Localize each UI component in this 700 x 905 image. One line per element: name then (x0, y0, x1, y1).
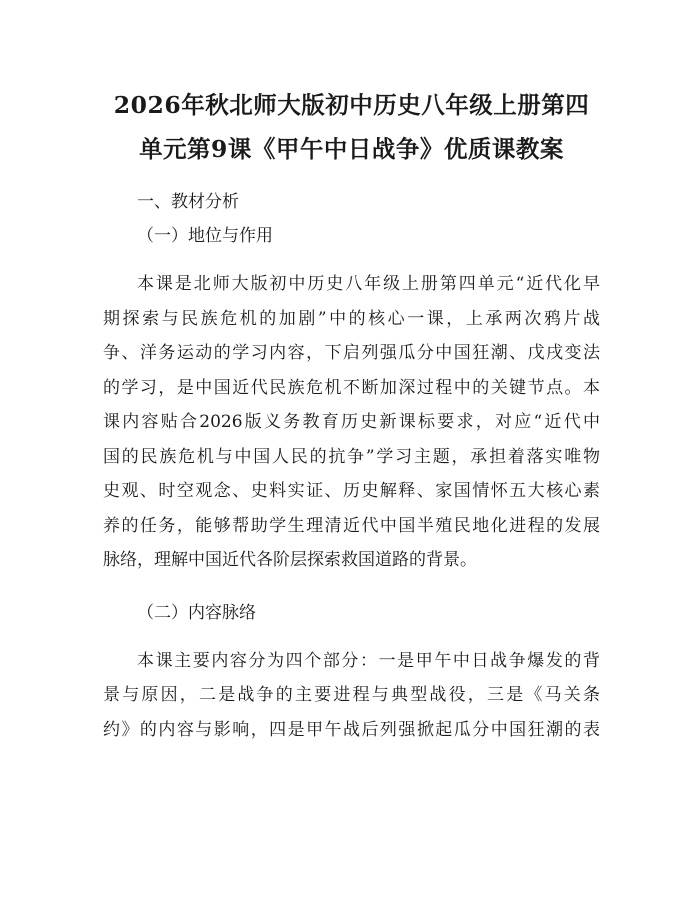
document-title (103, 83, 600, 171)
title-line-2: 单元第9课《甲午中日战争》优质课教案 (139, 135, 564, 163)
paragraph-line: 课内容贴合2026版义务教育历史新课标要求，对应“近代中 (103, 412, 600, 432)
paragraph-line: 史观、时空观念、史料实证、历史解释、家国情怀五大核心素 (103, 481, 600, 501)
section-heading-textbook-analysis: 一、教材分析 (137, 192, 239, 212)
paragraph-position-and-role (103, 267, 600, 578)
paragraph-line: 国的民族危机与中国人民的抗争”学习主题，承担着落实唯物 (103, 446, 600, 467)
paragraph-line: 争、洋务运动的学习内容，下启列强瓜分中国狂潮、戊戌变法 (103, 343, 600, 363)
subsection-heading-position-and-role: （一）地位与作用 (137, 226, 273, 246)
paragraph-line: 期探索与民族危机的加剧”中的核心一课，上承两次鸦片战 (103, 308, 600, 329)
paragraph-line: 本课是北师大版初中历史八年级上册第四单元“近代化早 (137, 274, 600, 294)
paragraph-line: 脉络，理解中国近代各阶层探索救国道路的背景。 (103, 550, 477, 570)
paragraph-content-outline (103, 644, 600, 748)
subsection-heading-content-outline: （二）内容脉络 (137, 602, 256, 623)
paragraph-line: 养的任务，能够帮助学生理清近代中国半殖民地化进程的发展 (103, 515, 600, 536)
paragraph-line: 的学习，是中国近代民族危机不断加深过程中的关键节点。本 (103, 377, 600, 398)
title-line-1: 2026年秋北师大版初中历史八年级上册第四 (113, 91, 590, 119)
paragraph-line: 本课主要内容分为四个部分：一是甲午中日战争爆发的背 (137, 650, 600, 671)
paragraph-line: 景与原因，二是战争的主要进程与典型战役，三是《马关条 (103, 685, 600, 705)
paragraph-line: 约》的内容与影响，四是甲午战后列强掀起瓜分中国狂潮的表 (103, 719, 600, 740)
